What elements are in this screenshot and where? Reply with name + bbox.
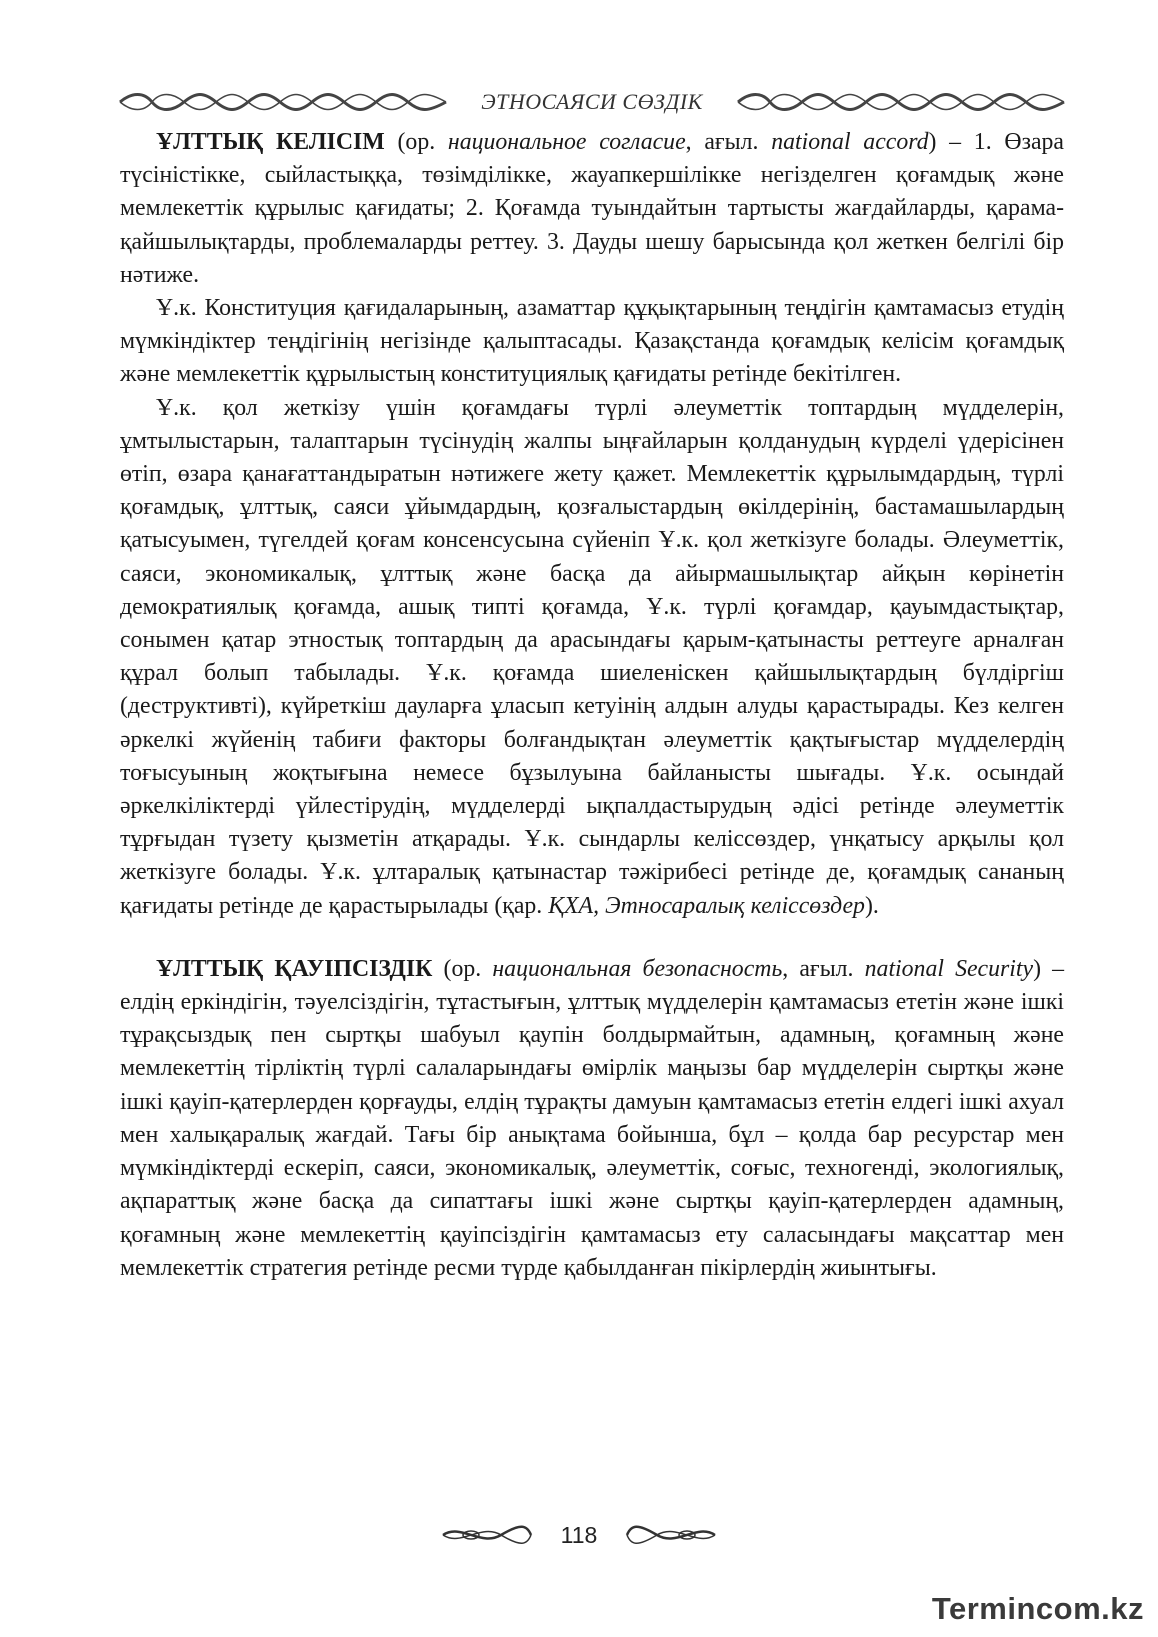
ornament-band-left-icon <box>118 89 448 115</box>
site-watermark: Termincom.kz <box>931 1591 1144 1626</box>
entry-term: ҰЛТТЫҚ ҚАУІПСІЗДІК <box>156 955 433 982</box>
entry-paragraph: Ұ.к. қол жеткізу үшін қоғамдағы түрлі әлеуметтік топтардың мүдделерін, ұмтылыстарын, талаптарын түсінудің жалпы ыңғайларын қолданудың күрделі үдерісінен өтіп, өзара қанағаттандыратын нәтижеге жету қажет. Мемлекеттік құрылымдардың, түрлі қоғамдық, ұлттық, саяси ұйымдардың, қозғалыстардың өкілдерінің, бастамашылардың қатысуымен, түгелдей қоғам консенсусына сүйеніп Ұ.к. қол жеткізуге болады. Әлеуметтік, саяси, экономикалық, ұлттық және басқа да айырмашылықтар айқын көрінетін демократиялық қоғамда, ашық типті қоғамда, Ұ.к. түрлі қоғамдар, қауымдастықтар, сонымен қатар этностық топтардың да арасындағы қарым-қатынасты реттеуге арналған құрал болып табылады. Ұ.к. қоғамда шиеленіскен қайшылықтардың бүлдіргіш (деструктивті), күйреткіш дауларға ұласып кетуінің алдын алуды қарастырады. Кез келген әркелкі жүйенің табиғи факторы болғандықтан әлеуметтік қақтығыстар мүдделердің тоғысуының жоқтығына немесе бұзылуына байланысты шығады. Ұ.к. осындай әркелкіліктерді үйлестірудің, мүдделерді ықпалдастырудың әдісі ретінде әлеуметтік тұрғыдан түзету қызметін атқарады. Ұ.к. сындарлы келіссөздер, үнқатысу арқылы қол жеткізуге болады. Ұ.к. ұлтаралық қатынастар тәжірибесі ретінде де, қоғамдық сананың қағидаты ретінде де қарастырылады (қар. ҚХА, Этносаралық келіссөздер). <box>120 394 1064 919</box>
russian-equivalent: национальная безопасность <box>492 955 783 982</box>
page-number: 118 <box>560 1521 598 1548</box>
flourish-left-icon <box>441 1522 533 1548</box>
running-header <box>118 82 1066 122</box>
entry-national-security-definition: ҰЛТТЫҚ ҚАУІПСІЗДІК (ор. национальная безопасность, ағыл. national Security) – елдің еркіндігін, тәуелсіздігін, тұтастығын, ұлттық мүдделерін қамтамасыз ететін және ішкі тұрақсыздық пен сыртқы шабуыл қаупін болдырмайтын, адамның, қоғамның және мемлекеттің тірліктің түрлі салаларындағы өмірлік маңызы бар мүдделерін сыртқы және ішкі қауіп-қатерлерден қорғауды, елдің тұрақты дамуын қамтамасыз ететін елдегі ішкі ахуал мен халықаралық жағдай. Тағы бір анықтама бойынша, бұл – қолда бар ресурстар мен мүмкіндіктерді ескеріп, саяси, экономикалық, әлеуметтік, соғыс, техногенді, экологиялық, ақпараттық және басқа да сипаттағы ішкі және сыртқы қауіп-қатерлерден адамның, қоғамның және мемлекеттің қауіпсіздігін қамтамасыз ету саласындағы мақсаттар мен мемлекеттік стратегия ретінде ресми түрде қабылданған пікірлердің жиынтығы. <box>120 955 1065 1281</box>
russian-equivalent: национальное согласие <box>447 129 686 155</box>
english-equivalent: national Security <box>864 955 1034 982</box>
flourish-right-icon <box>625 1522 717 1548</box>
entry-paragraph: Ұ.к. Конституция қағидаларының, азаматтар құқықтарының теңдігін қамтамасыз етудің мүмкіндіктер теңдігінің негізінде қалыптасады. Қазақстанда қоғамдық келісім қоғамдық және мемлекеттік құрылыстың конституциялық қағидаты ретінде бекітілген. <box>120 295 1064 388</box>
ornament-band-right-icon <box>736 89 1066 115</box>
header-title: ЭТНОСАЯСИ СӨЗДІК <box>481 89 703 114</box>
cross-reference: ҚХА, Этносаралық келіссөздер <box>548 892 865 919</box>
dictionary-content <box>120 126 1064 1285</box>
english-equivalent: national accord <box>771 129 929 155</box>
entry-term: ҰЛТТЫҚ КЕЛІСІМ <box>156 129 385 155</box>
entry-national-accord-definition: ҰЛТТЫҚ КЕЛІСІМ (ор. национальное согласие, ағыл. national accord) – 1. Өзара түсіністікке, сыйластыққа, төзімділікке, жауапкершілікке негізделген қоғамдық және мемлекеттік құрылыс қағидаты; 2. Қоғамда туындайтын тартысты жағдайларды, қарама-қайшылықтарды, проблемаларды реттеу. 3. Дауды шешу барысында қол жеткен белгілі бір нәтиже. <box>120 129 1064 288</box>
page-footer <box>0 1513 1158 1557</box>
